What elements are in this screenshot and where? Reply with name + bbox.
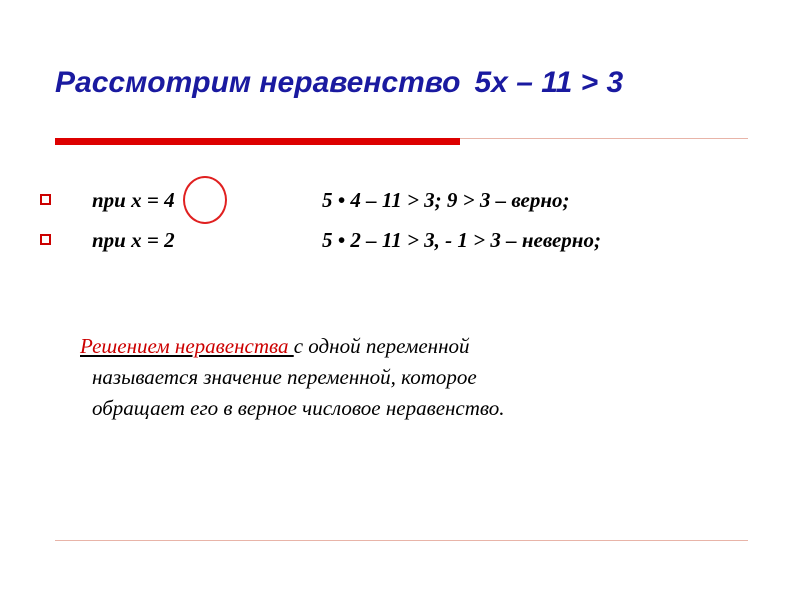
title-text: Рассмотрим неравенство xyxy=(55,66,461,99)
title-underline-thin xyxy=(460,138,748,139)
definition-line-1-rest: с одной переменной xyxy=(293,334,470,358)
bottom-divider xyxy=(55,540,748,541)
definition-term: Решением неравенства xyxy=(80,334,294,358)
example-row-1 xyxy=(40,188,780,216)
example-calculation: 5 • 2 – 11 > 3, - 1 > 3 – неверно; xyxy=(322,228,601,252)
definition-line-3: обращает его в верное числовое неравенство. xyxy=(92,396,505,420)
example-condition: при х = 4 xyxy=(92,188,175,212)
hollow-square-bullet-icon xyxy=(40,194,51,205)
example-condition: при х = 2 xyxy=(92,228,175,252)
example-calculation: 5 • 4 – 11 > 3; 9 > 3 – верно; xyxy=(322,188,570,212)
definition-paragraph xyxy=(80,331,730,424)
example-row-2 xyxy=(40,228,780,256)
slide-title xyxy=(55,66,623,100)
title-expression: 5x – 11 > 3 xyxy=(474,66,624,99)
title-underline-thick xyxy=(55,138,460,145)
definition-line-1 xyxy=(80,331,730,362)
hollow-square-bullet-icon xyxy=(40,234,51,245)
red-circle-highlight-icon xyxy=(183,176,227,224)
definition-line-2: называется значение переменной, которое xyxy=(92,365,477,389)
